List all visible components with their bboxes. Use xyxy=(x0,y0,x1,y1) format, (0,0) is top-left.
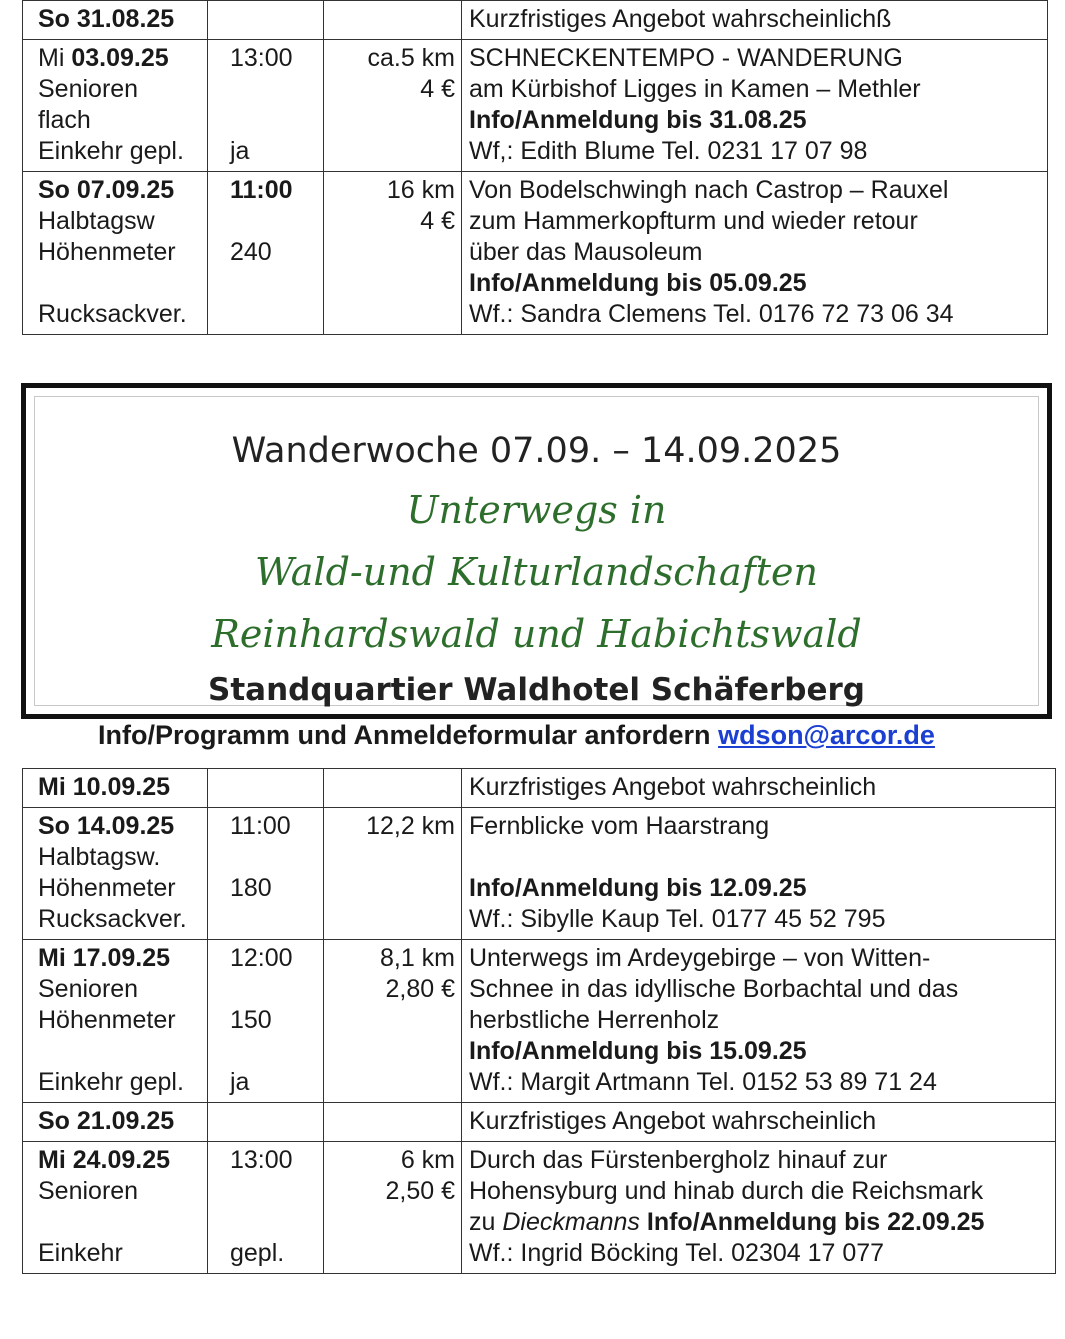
cell-line: Wf.: Margit Artmann Tel. 0152 53 89 71 24 xyxy=(469,1068,937,1096)
cell-line: 12,2 km xyxy=(366,812,455,840)
banner-title: Wanderwoche 07.09. – 14.09.2025 xyxy=(231,431,842,471)
cell-line: 240 xyxy=(230,238,272,266)
cell-line: Hohensyburg und hinab durch die Reichsmark xyxy=(469,1177,984,1205)
cell-line: Senioren xyxy=(38,975,139,1003)
cell-line: So 31.08.25 xyxy=(38,5,175,33)
cell-line: 6 km xyxy=(400,1146,455,1174)
blank-line xyxy=(230,842,315,873)
cell-text-part: zu xyxy=(469,1208,503,1236)
schedule-table-top xyxy=(22,0,1048,335)
cell-line: Kurzfristiges Angebot wahrscheinlichß xyxy=(469,5,892,33)
description-cell xyxy=(462,769,1056,808)
cell-line xyxy=(38,43,199,74)
cell-line: So 14.09.25 xyxy=(38,812,175,840)
cell-line: Senioren xyxy=(38,75,139,103)
time-cell xyxy=(208,1,324,40)
date-cell xyxy=(23,40,208,172)
blank-line xyxy=(38,268,199,299)
cell-line: am Kürbishof Ligges in Kamen – Methler xyxy=(469,75,921,103)
cell-text-part xyxy=(640,1208,647,1236)
cell-line: Wf.: Sandra Clemens Tel. 0176 72 73 06 34 xyxy=(469,300,954,328)
time-cell xyxy=(208,769,324,808)
cell-line: Einkehr gepl. xyxy=(38,1068,184,1096)
distance-cell xyxy=(324,940,462,1103)
cell-line: So 21.09.25 xyxy=(38,1107,175,1135)
schedule-table-bottom xyxy=(22,768,1056,1274)
date-cell xyxy=(23,1,208,40)
cell-line: Fernblicke vom Haarstrang xyxy=(469,812,770,840)
email-link[interactable]: wdson@arcor.de xyxy=(718,720,935,750)
cell-line: 2,80 € xyxy=(385,975,455,1003)
cell-line: Schnee in das idyllische Borbachtal und das xyxy=(469,975,959,1003)
cell-line: Info/Anmeldung bis 31.08.25 xyxy=(469,106,807,134)
cell-line: Kurzfristiges Angebot wahrscheinlich xyxy=(469,1107,877,1135)
schedule-row xyxy=(23,769,1056,808)
distance-cell xyxy=(324,769,462,808)
banner-subtitle: Standquartier Waldhotel Schäferberg xyxy=(208,672,865,708)
cell-line: 11:00 xyxy=(230,176,293,204)
blank-line xyxy=(230,74,315,105)
time-cell xyxy=(208,172,324,335)
distance-cell xyxy=(324,172,462,335)
description-cell xyxy=(462,1142,1056,1274)
cell-line: ca.5 km xyxy=(367,44,455,72)
schedule-row xyxy=(23,172,1048,335)
cell-text-part: 03.09.25 xyxy=(71,44,169,72)
info-request-text: Info/Programm und Anmeldeformular anfordern xyxy=(98,720,719,750)
cell-line: 180 xyxy=(230,874,272,902)
blank-line xyxy=(230,1036,315,1067)
cell-line: zum Hammerkopfturm und wieder retour xyxy=(469,207,918,235)
cell-line: 12:00 xyxy=(230,944,293,972)
cell-line: Halbtagsw. xyxy=(38,843,161,871)
cell-line: Höhenmeter xyxy=(38,238,176,266)
description-cell xyxy=(462,940,1056,1103)
description-cell xyxy=(462,172,1048,335)
cell-line: Mi 10.09.25 xyxy=(38,773,171,801)
cell-line: Halbtagsw xyxy=(38,207,155,235)
cell-line: Info/Anmeldung bis 05.09.25 xyxy=(469,269,807,297)
cell-line: Wf,: Edith Blume Tel. 0231 17 07 98 xyxy=(469,137,868,165)
cell-line: SCHNECKENTEMPO - WANDERUNG xyxy=(469,44,903,72)
blank-line xyxy=(230,206,315,237)
cell-text-part: Mi xyxy=(38,44,72,72)
banner-frame xyxy=(34,396,1039,706)
blank-line xyxy=(230,974,315,1005)
cell-line: 4 € xyxy=(420,75,455,103)
cell-line: 2,50 € xyxy=(385,1177,455,1205)
schedule-row xyxy=(23,1142,1056,1274)
cell-line xyxy=(469,1207,1051,1238)
distance-cell xyxy=(324,808,462,940)
time-cell xyxy=(208,1103,324,1142)
cell-line: Mi 24.09.25 xyxy=(38,1146,171,1174)
cell-line: herbstliche Herrenholz xyxy=(469,1006,720,1034)
hiking-week-banner xyxy=(21,383,1052,719)
blank-line xyxy=(38,1207,199,1238)
cell-line: Höhenmeter xyxy=(38,1006,176,1034)
description-cell xyxy=(462,1103,1056,1142)
date-cell xyxy=(23,940,208,1103)
cell-line: 13:00 xyxy=(230,1146,293,1174)
description-cell xyxy=(462,808,1056,940)
date-cell xyxy=(23,172,208,335)
description-cell xyxy=(462,1,1048,40)
cell-line: So 07.09.25 xyxy=(38,176,175,204)
distance-cell xyxy=(324,1103,462,1142)
cell-line: Mi 17.09.25 xyxy=(38,944,171,972)
cell-line: Unterwegs im Ardeygebirge – von Witten- xyxy=(469,944,931,972)
banner-tagline-1: Unterwegs in xyxy=(406,488,667,532)
cell-text-part: Dieckmanns xyxy=(502,1208,640,1236)
cell-line: über das Mausoleum xyxy=(469,238,703,266)
date-cell xyxy=(23,808,208,940)
cell-line: 13:00 xyxy=(230,44,293,72)
cell-line: Wf.: Ingrid Böcking Tel. 02304 17 077 xyxy=(469,1239,885,1267)
blank-line xyxy=(230,1176,315,1207)
distance-cell xyxy=(324,40,462,172)
cell-line: Info/Anmeldung bis 12.09.25 xyxy=(469,874,807,902)
cell-line: 4 € xyxy=(420,207,455,235)
cell-line: Wf.: Sibylle Kaup Tel. 0177 45 52 795 xyxy=(469,905,886,933)
cell-line: ja xyxy=(230,1068,250,1096)
schedule-row xyxy=(23,1,1048,40)
info-request-line xyxy=(98,720,935,751)
blank-line xyxy=(230,1207,315,1238)
cell-line: 150 xyxy=(230,1006,272,1034)
banner-tagline-3: Reinhardswald und Habichtswald xyxy=(211,612,862,656)
cell-line: Durch das Fürstenbergholz hinauf zur xyxy=(469,1146,888,1174)
schedule-row xyxy=(23,808,1056,940)
cell-line: Senioren xyxy=(38,1177,139,1205)
blank-line xyxy=(38,1036,199,1067)
cell-line: flach xyxy=(38,106,91,134)
cell-line: 16 km xyxy=(386,176,455,204)
time-cell xyxy=(208,1142,324,1274)
cell-line: gepl. xyxy=(230,1239,285,1267)
distance-cell xyxy=(324,1,462,40)
cell-line: Rucksackver. xyxy=(38,905,187,933)
schedule-row xyxy=(23,1103,1056,1142)
blank-line xyxy=(469,842,1051,873)
distance-cell xyxy=(324,1142,462,1274)
schedule-row xyxy=(23,940,1056,1103)
cell-line: Höhenmeter xyxy=(38,874,176,902)
cell-line: Einkehr xyxy=(38,1239,123,1267)
banner-tagline-2: Wald-und Kulturlandschaften xyxy=(255,550,818,594)
date-cell xyxy=(23,1103,208,1142)
cell-line: ja xyxy=(230,137,250,165)
cell-line: 11:00 xyxy=(230,812,291,840)
cell-line: Von Bodelschwingh nach Castrop – Rauxel xyxy=(469,176,949,204)
blank-line xyxy=(230,105,315,136)
time-cell xyxy=(208,808,324,940)
cell-line: Rucksackver. xyxy=(38,300,187,328)
date-cell xyxy=(23,769,208,808)
cell-line: Info/Anmeldung bis 15.09.25 xyxy=(469,1037,807,1065)
date-cell xyxy=(23,1142,208,1274)
time-cell xyxy=(208,40,324,172)
time-cell xyxy=(208,940,324,1103)
description-cell xyxy=(462,40,1048,172)
cell-text-part: Info/Anmeldung bis 22.09.25 xyxy=(646,1208,985,1236)
cell-line: 8,1 km xyxy=(379,944,455,972)
cell-line: Einkehr gepl. xyxy=(38,137,184,165)
cell-line: Kurzfristiges Angebot wahrscheinlich xyxy=(469,773,877,801)
schedule-row xyxy=(23,40,1048,172)
